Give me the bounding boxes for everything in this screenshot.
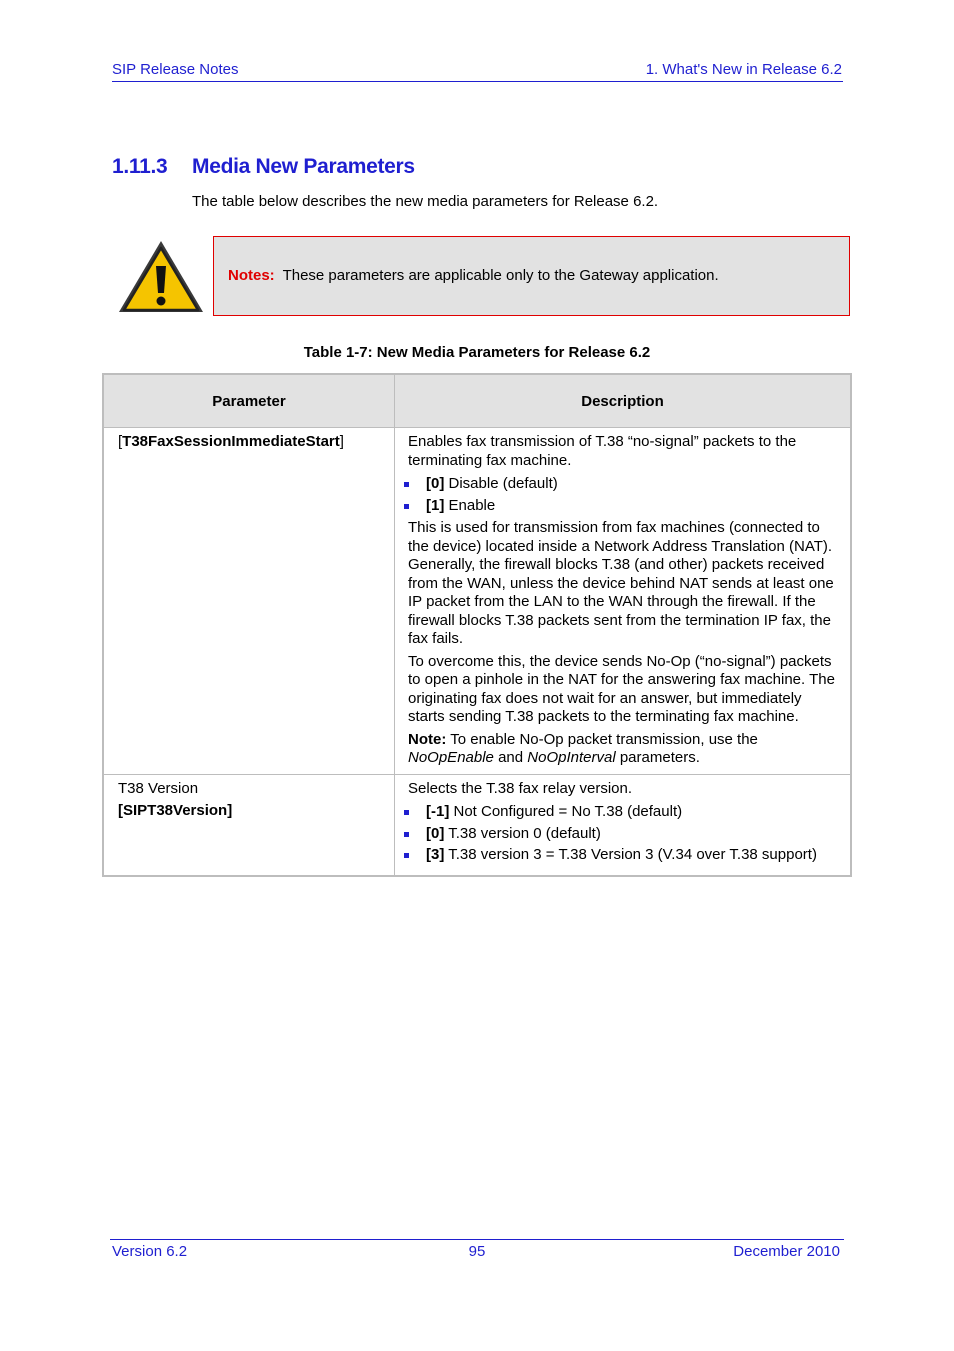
note-box	[213, 236, 850, 316]
option-text: T.38 version 3 = T.38 Version 3 (V.34 over T.38 support)	[448, 846, 817, 863]
parameter-cell	[103, 428, 395, 775]
description-cell	[395, 428, 852, 775]
description-note-text: parameters.	[619, 749, 700, 766]
note-text: These parameters are applicable only to the Gateway application.	[282, 267, 719, 284]
section-title: Media New Parameters	[192, 155, 415, 178]
param-reference: NoOpInterval	[527, 749, 616, 766]
param-bracket-open: [	[118, 433, 123, 450]
page-footer	[110, 1239, 844, 1264]
description-note-text: To enable No-Op packet transmission, use the	[450, 730, 758, 748]
option-text: Disable (default)	[448, 475, 558, 492]
description-paragraph: This is used for transmission from fax machines (connected to the device) located inside a Network Address Translation (NAT). Generally, the firewall blocks T.38 (and other) packets received from the WAN, unless the device behind NAT sends at least one IP packet from the LAN to the WAN through the firewall. If the firewall blocks T.38 packets sent from the termination IP fax, the fax fails.	[408, 519, 834, 647]
list-item	[408, 846, 842, 865]
option-list	[408, 475, 842, 515]
table-header-row	[103, 374, 851, 428]
table-row	[103, 774, 851, 876]
option-value: [1]	[426, 496, 445, 514]
intro-paragraph: The table below describes the new media parameters for Release 6.2.	[192, 193, 659, 210]
param-reference: NoOpEnable	[408, 749, 494, 766]
option-value: [-1]	[426, 803, 450, 820]
parameters-table	[102, 373, 852, 877]
parameter-cell	[103, 774, 395, 876]
warning-triangle-icon	[115, 236, 207, 316]
header-chapter-title: 1. What's New in Release 6.2	[645, 61, 842, 78]
option-value: [3]	[426, 846, 445, 863]
option-text: Not Configured = No T.38 (default)	[453, 803, 683, 820]
option-text: T.38 version 0 (default)	[448, 824, 601, 842]
list-item	[408, 825, 842, 844]
option-value: [0]	[426, 475, 445, 492]
table-caption: Table 1-7: New Media Parameters for Release 6.2	[303, 344, 651, 361]
description-note-label: Note:	[408, 730, 447, 748]
option-value: [0]	[426, 824, 445, 842]
list-item	[408, 475, 842, 494]
table-row	[103, 428, 851, 775]
description-paragraph: To overcome this, the device sends No-Op (“no-signal”) packets to open a pinhole in the NAT for the answering fax machine. The originating fax does not wait for an answer, but immediately starts sending T.38 packets to the terminating fax machine.	[408, 652, 835, 725]
option-text: Enable	[448, 496, 496, 514]
section-heading	[112, 155, 415, 179]
footer-date: December 2010	[733, 1243, 840, 1260]
page-number: 95	[468, 1243, 486, 1260]
section-number: 1.11.3	[112, 155, 168, 178]
description-cell	[395, 774, 852, 876]
option-list	[408, 803, 842, 865]
list-item	[408, 497, 842, 516]
column-header-description: Description	[395, 374, 852, 428]
page-header	[112, 60, 843, 82]
param-name: [SIPT38Version]	[118, 802, 233, 819]
description-note	[408, 731, 842, 768]
description-intro: Enables fax transmission of T.38 “no-signal” packets to the terminating fax machine.	[408, 433, 797, 469]
header-doc-title: SIP Release Notes	[112, 61, 239, 78]
list-item	[408, 803, 842, 822]
param-display-name: T38 Version	[118, 779, 199, 797]
footer-version: Version 6.2	[112, 1243, 188, 1260]
description-intro: Selects the T.38 fax relay version.	[408, 779, 633, 797]
param-name: T38FaxSessionImmediateStart	[122, 433, 340, 450]
param-bracket-close: ]	[339, 433, 344, 450]
note-label: Notes:	[228, 267, 275, 284]
description-note-text: and	[498, 749, 524, 766]
column-header-parameter: Parameter	[103, 374, 395, 428]
